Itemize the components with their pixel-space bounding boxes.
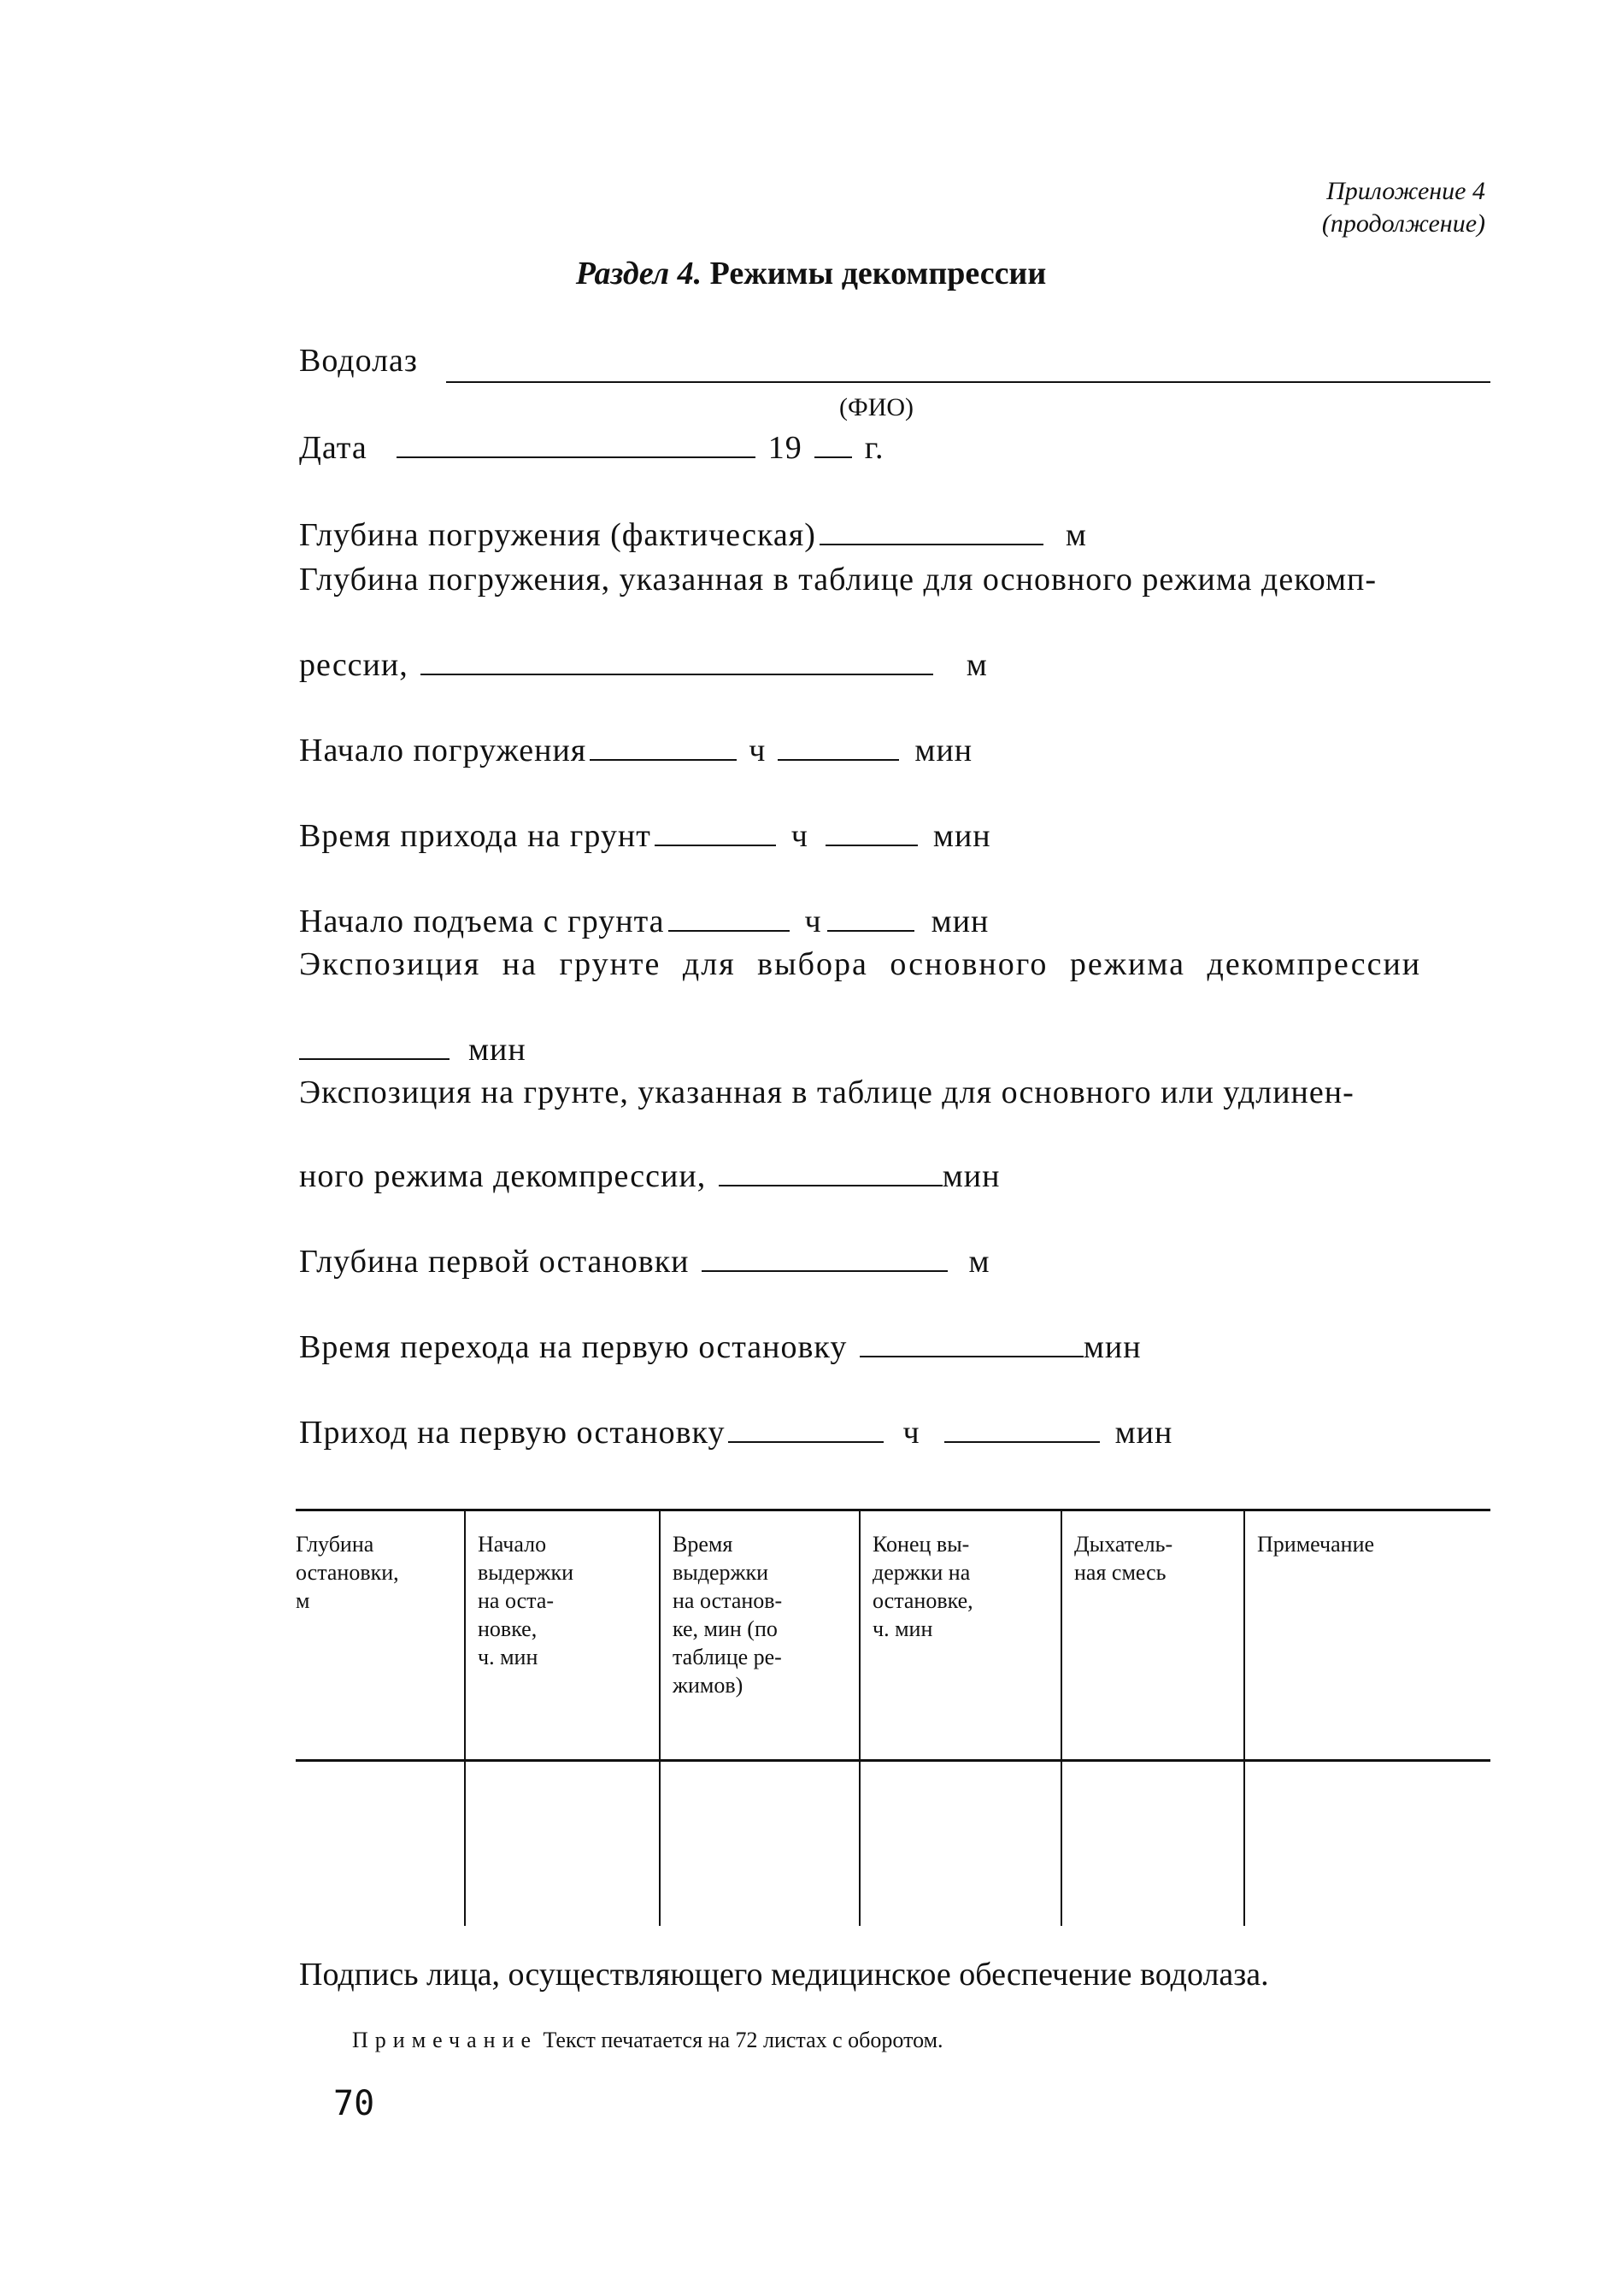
depth-table-unit: м: [966, 647, 988, 683]
diver-label: Водолаз: [299, 343, 418, 379]
continuation-label: (продолжение): [1321, 209, 1485, 238]
exposure-table-line1: Экспозиция на грунте, указанная в таблице для основного или удлинен-: [299, 1074, 1355, 1110]
note-text: Текст печатается на 72 листах с оборотом.: [543, 2028, 943, 2052]
exposure-table-unit: мин: [942, 1158, 1001, 1194]
dive-start-min-unit: мин: [914, 733, 973, 768]
exposure-line1: Экспозиция на грунте для выбора основного режима декомпрессии: [299, 946, 1422, 982]
first-stop-depth-label: Глубина первой остановки: [299, 1244, 690, 1280]
first-stop-arrival-row: [299, 1414, 1172, 1451]
ascent-start-h-unit: ч: [804, 904, 822, 939]
first-stop-arrival-hours-field[interactable]: [728, 1416, 884, 1443]
first-stop-depth-row: [299, 1243, 990, 1280]
first-stop-depth-unit: м: [968, 1244, 990, 1280]
header-note: Примечание: [1244, 1510, 1490, 1761]
fio-caption: (ФИО): [839, 393, 914, 421]
arrival-bottom-h-unit: ч: [790, 818, 808, 854]
diver-name-field[interactable]: [446, 381, 1490, 383]
appendix-label: Приложение 4: [1326, 177, 1485, 205]
diver-row: [299, 342, 418, 380]
date-label: Дата: [299, 430, 367, 466]
depth-actual-unit: м: [1065, 517, 1087, 553]
depth-actual-label: Глубина погружения (фактическая): [299, 517, 816, 553]
section-number: Раздел 4.: [575, 256, 702, 291]
page-number: 70: [333, 2084, 375, 2123]
transition-time-unit: мин: [1083, 1329, 1142, 1365]
dive-start-label: Начало погружения: [299, 733, 587, 768]
section-name: Режимы декомпрессии: [709, 256, 1047, 291]
date-field[interactable]: [397, 431, 755, 458]
arrival-bottom-label: Время прихода на грунт: [299, 818, 651, 854]
cell-hold-end[interactable]: [860, 1761, 1061, 1927]
ascent-start-row: [299, 903, 989, 940]
table-row: [296, 1761, 1490, 1927]
exposure-minutes-field[interactable]: [299, 1033, 450, 1060]
exposure-min-unit: мин: [468, 1032, 526, 1068]
year-prefix: 19: [767, 430, 802, 466]
table-header-row: [296, 1510, 1490, 1761]
arrival-bottom-min-unit: мин: [932, 818, 991, 854]
header-breathing-mix: Дыхатель- ная смесь: [1061, 1510, 1244, 1761]
dive-start-hours-field[interactable]: [590, 733, 737, 761]
cell-hold-time[interactable]: [660, 1761, 860, 1927]
footnote: [352, 2028, 943, 2053]
arrival-bottom-row: [299, 817, 991, 855]
first-stop-arrival-minutes-field[interactable]: [944, 1416, 1100, 1443]
dive-start-row: [299, 732, 973, 769]
depth-actual-row: [299, 516, 1087, 554]
ascent-start-label: Начало подъема с грунта: [299, 904, 665, 939]
depth-table-field[interactable]: [420, 648, 933, 675]
header-hold-time: Время выдержки на останов- ке, мин (по таблице ре- жимов): [660, 1510, 860, 1761]
exposure-row: [299, 1031, 526, 1069]
exposure-table-row: [299, 1157, 1000, 1195]
cell-stop-depth[interactable]: [296, 1761, 465, 1927]
exposure-table-label: ного режима декомпрессии,: [299, 1158, 707, 1194]
exposure-table-field[interactable]: [719, 1159, 943, 1186]
transition-time-row: [299, 1328, 1142, 1366]
transition-time-label: Время перехода на первую остановку: [299, 1329, 848, 1365]
decompression-stops-table: [296, 1509, 1490, 1926]
year-field[interactable]: [814, 431, 852, 458]
ascent-start-hours-field[interactable]: [668, 904, 790, 932]
year-suffix: г.: [864, 430, 884, 466]
header-hold-end: Конец вы- держки на остановке, ч. мин: [860, 1510, 1061, 1761]
cell-note[interactable]: [1244, 1761, 1490, 1927]
signature-line: Подпись лица, осуществляющего медицинское обеспечение водолаза.: [299, 1957, 1269, 1993]
date-row: [299, 429, 884, 467]
depth-actual-field[interactable]: [820, 518, 1043, 545]
first-stop-arrival-label: Приход на первую остановку: [299, 1415, 726, 1451]
dive-start-minutes-field[interactable]: [778, 733, 899, 761]
appendix-header: [1322, 175, 1485, 240]
first-stop-arrival-min-unit: мин: [1114, 1415, 1173, 1451]
depth-table-line1: Глубина погружения, указанная в таблице для основного режима декомп-: [299, 562, 1378, 598]
first-stop-arrival-h-unit: ч: [902, 1415, 920, 1451]
dive-start-h-unit: ч: [749, 733, 767, 768]
depth-table-label: рессии,: [299, 647, 408, 683]
arrival-bottom-hours-field[interactable]: [655, 819, 776, 846]
ascent-start-min-unit: мин: [931, 904, 990, 939]
note-label: Примечание: [352, 2028, 538, 2052]
section-title: [0, 255, 1622, 292]
first-stop-depth-field[interactable]: [702, 1245, 948, 1272]
transition-time-field[interactable]: [860, 1330, 1084, 1357]
header-hold-start: Начало выдержки на оста- новке, ч. мин: [465, 1510, 660, 1761]
ascent-start-minutes-field[interactable]: [827, 904, 914, 932]
cell-breathing-mix[interactable]: [1061, 1761, 1244, 1927]
arrival-bottom-minutes-field[interactable]: [826, 819, 918, 846]
depth-table-row: [299, 646, 988, 684]
cell-hold-start[interactable]: [465, 1761, 660, 1927]
header-stop-depth: Глубина остановки, м: [296, 1510, 465, 1761]
